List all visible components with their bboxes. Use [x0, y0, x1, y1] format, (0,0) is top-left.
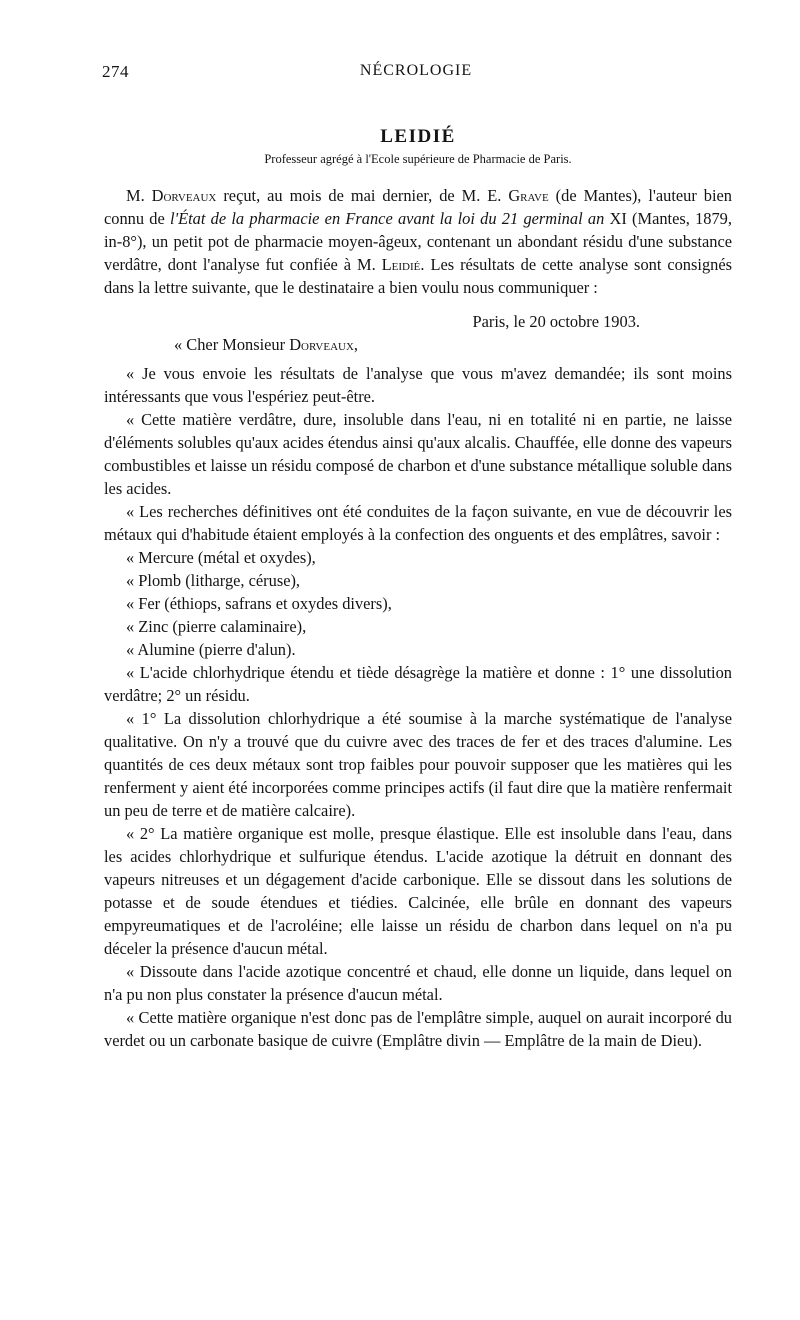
intro-paragraph: [104, 184, 732, 299]
letter-paragraph: « Dissoute dans l'acide azotique concentré et chaud, elle donne un liquide, dans lequel on n'a pu non plus constater la présence d'aucun métal.: [104, 962, 732, 1004]
letter-paragraph: « Les recherches définitives ont été conduites de la façon suivante, en vue de découvrir les métaux qui d'habitude étaient employés à la confection des onguents et des emplâtres, savoir :: [104, 502, 732, 544]
person-name-dorveaux: Dorveaux: [151, 186, 217, 205]
salutation-prefix: « Cher Monsieur: [174, 335, 290, 354]
list-item: « Alumine (pierre d'alun).: [126, 640, 296, 659]
page-number: 274: [102, 62, 129, 81]
list-item: « Mercure (métal et oxydes),: [126, 548, 316, 567]
letter-paragraph: « 1° La dissolution chlorhydrique a été soumise à la marche systématique de l'analyse qualitative. On n'y a trouvé que du cuivre avec des traces de fer et des traces d'alumine. Les quantités de ces deux métaux sont trop faibles pour pouvoir supposer que les matières qui les renferment y aient été incorporées comme principes actifs (il faut dire que la matière renfermait un peu de terre et de matière calcaire).: [104, 709, 732, 820]
list-item: « Plomb (litharge, céruse),: [126, 571, 301, 590]
book-title: l'État de la pharmacie en France avant la loi du 21 germinal an: [170, 209, 605, 228]
letter-salutation: [104, 333, 732, 356]
intro-text-3: (de Mantes), l'auteur bien connu de: [104, 186, 732, 228]
letter-date: Paris, le 20 octobre 1903.: [472, 312, 640, 331]
intro-text-1: M.: [126, 186, 152, 205]
person-name-grave: Grave: [508, 186, 549, 205]
letter-paragraph: « Cette matière organique n'est donc pas de l'emplâtre simple, auquel on aurait incorporé du verdet ou un carbonate basique de cuivre (Emplâtre divin — Emplâtre de la main de Dieu).: [104, 1008, 732, 1050]
salutation-suffix: ,: [353, 335, 359, 354]
obituary-article: [104, 124, 732, 1052]
metal-list: [104, 546, 732, 661]
list-item: « Fer (éthiops, safrans et oxydes divers),: [126, 594, 392, 613]
letter-paragraph: « Je vous envoie les résultats de l'analyse que vous m'avez demandée; ils sont moins intéressants que vous l'espériez peut-être.: [104, 364, 732, 406]
list-item: « Zinc (pierre calaminaire),: [126, 617, 307, 636]
letter-paragraph: « L'acide chlorhydrique étendu et tiède désagrège la matière et donne : 1° une dissolution verdâtre; 2° un résidu.: [104, 663, 732, 705]
person-name-leidie: Leidié: [381, 255, 421, 274]
article-subtitle: Professeur agrégé à l'Ecole supérieure de Pharmacie de Paris.: [264, 152, 572, 166]
running-title: NÉCROLOGIE: [359, 62, 473, 79]
letter-paragraph: « 2° La matière organique est molle, presque élastique. Elle est insoluble dans l'eau, dans les acides chlorhydrique et sulfurique étendus. L'acide azotique la détruit en donnant des vapeurs nitreuses et un dégagement d'acide carbonique. Elle se dissout dans les solutions de potasse et de soude étendues et tiédies. Calcinée, elle brûle en donnant des vapeurs empyreumatiques et de l'acroléine; elle laisse un résidu de charbon dans lequel on n'a pu déceler la présence d'aucun métal.: [104, 824, 732, 958]
article-title: LEIDIÉ: [380, 126, 456, 147]
intro-text-5: . Les résultats de cette analyse sont consignés dans la lettre suivante, que le destinataire a bien voulu nous communiquer :: [104, 255, 732, 297]
article-body: [104, 184, 732, 1052]
intro-text-2: reçut, au mois de mai dernier, de M. E.: [216, 186, 509, 205]
salutation-name: Dorveaux: [289, 335, 354, 354]
running-head: [102, 62, 730, 84]
letter-paragraph: « Cette matière verdâtre, dure, insoluble dans l'eau, ni en totalité ni en partie, ne laisse d'éléments solubles qu'aux acides étendus ainsi qu'aux alcalis. Chauffée, elle donne des vapeurs combustibles et laisse un résidu composé de charbon et d'une substance métallique soluble dans les acides.: [104, 410, 732, 498]
intro-text-4: XI (Mantes, 1879, in-8°), un petit pot de pharmacie moyen-âgeux, contenant un abondant résidu d'une substance verdâtre, dont l'analyse fut confiée à M.: [104, 209, 732, 274]
